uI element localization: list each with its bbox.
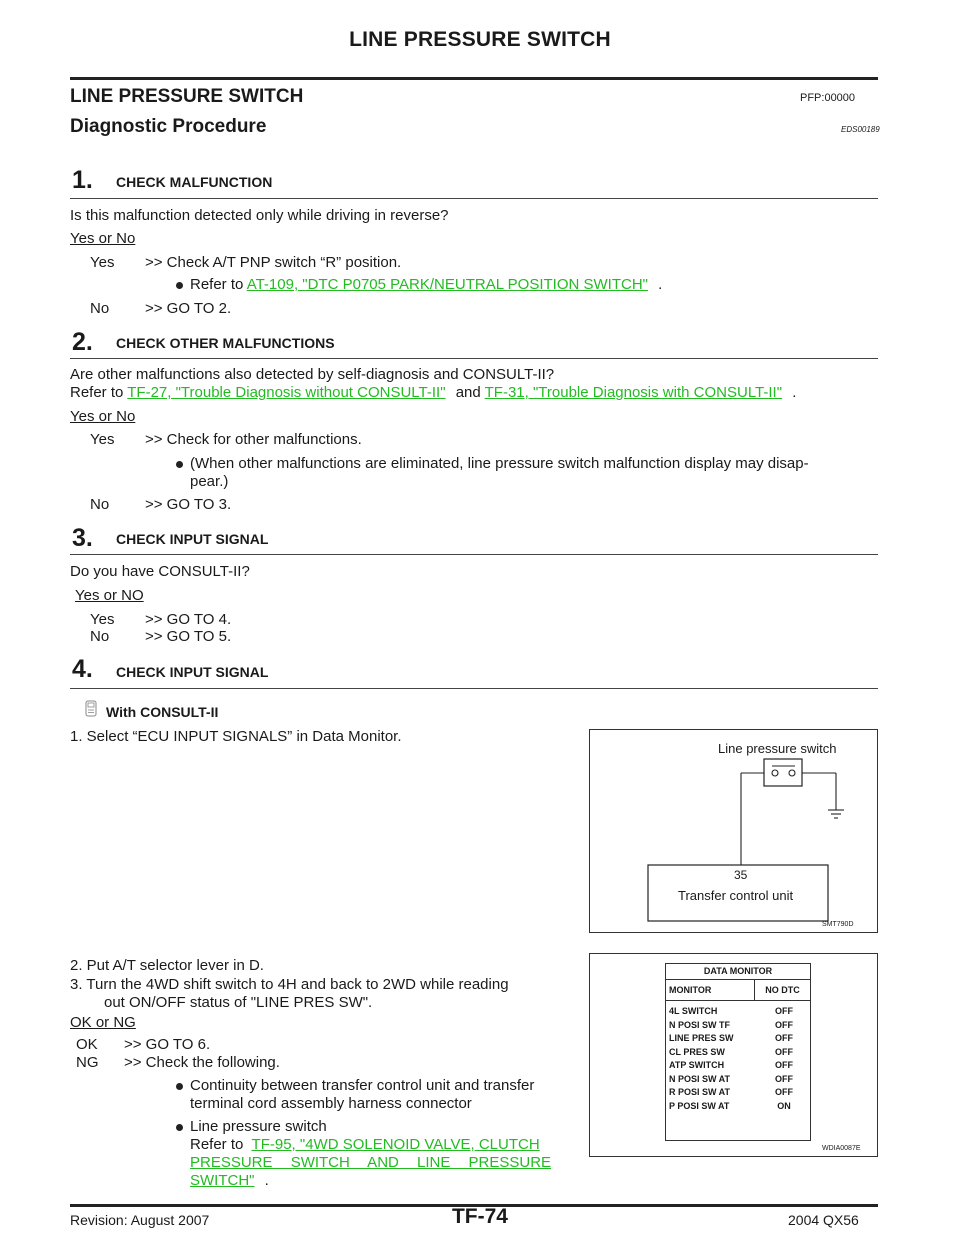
footer-model: 2004 QX56 <box>788 1212 859 1228</box>
monitor-item-name: R POSI SW AT <box>669 1087 731 1097</box>
col-monitor: MONITOR <box>666 980 755 1000</box>
step4-b1b: terminal cord assembly harness connector <box>190 1095 472 1112</box>
refer-and: and <box>455 384 481 401</box>
step1-question: Is this malfunction detected only while driving in reverse? <box>70 207 449 224</box>
monitor-item-value: OFF <box>775 1087 793 1097</box>
step3-question: Do you have CONSULT-II? <box>70 563 250 580</box>
monitor-item-name: N POSI SW TF <box>669 1019 731 1030</box>
step2-number: 2. <box>72 328 93 356</box>
step1-yes-key: Yes <box>90 254 115 271</box>
step3-yes-text: >> GO TO 4. <box>145 611 232 628</box>
step4-ok-text: >> GO TO 6. <box>124 1036 211 1053</box>
data-monitor-row <box>666 1059 810 1073</box>
data-monitor-row <box>666 1100 810 1114</box>
data-monitor-header <box>666 980 810 1001</box>
monitor-item-name: 4L SWITCH <box>669 1006 718 1016</box>
step1-yes-text: >> Check A/T PNP switch “R” position. <box>145 254 402 271</box>
refer-prefix: Refer to <box>70 384 124 401</box>
bullet-icon <box>176 282 183 289</box>
step3-number: 3. <box>72 524 93 552</box>
switch-terminal <box>789 770 795 776</box>
link-tf95-line2[interactable]: PRESSURE SWITCH AND LINE PRESSURE <box>190 1154 552 1171</box>
bullet-icon <box>176 1124 183 1131</box>
step2-bullet-line1: (When other malfunctions are eliminated, line pressure switch malfunction display may disap- <box>190 455 809 472</box>
data-monitor-rows <box>666 1001 810 1113</box>
with-consult-label: With CONSULT-II <box>106 704 219 720</box>
control-unit-label: Transfer control unit <box>678 888 794 903</box>
step1-number: 1. <box>72 166 93 194</box>
data-monitor-row <box>666 1032 810 1046</box>
step3-no-text: >> GO TO 5. <box>145 628 232 645</box>
step2-yes-text: >> Check for other malfunctions. <box>145 431 362 448</box>
monitor-item-value: OFF <box>775 1006 793 1016</box>
figure-circuit-diagram <box>589 729 878 933</box>
monitor-item-value: OFF <box>775 1046 793 1057</box>
step4-rule <box>70 688 878 689</box>
monitor-item-value: OFF <box>775 1060 793 1070</box>
section-subtitle: Diagnostic Procedure <box>70 116 267 137</box>
step1-choice: Yes or No <box>70 230 136 247</box>
refer-prefix: Refer to <box>190 276 244 293</box>
col-nodtc: NO DTC <box>765 985 800 995</box>
step1-refer <box>190 276 662 294</box>
monitor-item-value: OFF <box>775 1033 793 1043</box>
step1-rule <box>70 198 878 199</box>
step4-item1: 1. Select “ECU INPUT SIGNALS” in Data Monitor. <box>70 728 402 745</box>
switch-terminal <box>772 770 778 776</box>
step4-choice: OK or NG <box>70 1014 136 1031</box>
step2-yes-key: Yes <box>90 431 115 448</box>
step4-ng-text: >> Check the following. <box>124 1054 280 1071</box>
step1-no-key: No <box>90 300 110 317</box>
monitor-item-value: ON <box>777 1100 791 1111</box>
step4-item2: 2. Put A/T selector lever in D. <box>70 957 264 974</box>
monitor-item-name: LINE PRES SW <box>669 1033 734 1043</box>
data-monitor-row <box>666 1005 810 1019</box>
step4-b2-refer <box>190 1136 540 1154</box>
step2-title: CHECK OTHER MALFUNCTIONS <box>116 335 335 351</box>
step4-b1a: Continuity between transfer control unit and transfer <box>190 1077 535 1094</box>
monitor-item-name: P POSI SW AT <box>669 1100 730 1111</box>
figure2-code: WDIA0087E <box>822 1145 861 1152</box>
step1-title: CHECK MALFUNCTION <box>116 174 273 190</box>
step2-no-key: No <box>90 496 110 513</box>
step3-rule <box>70 554 878 555</box>
bullet-icon <box>176 461 183 468</box>
refer-suffix: . <box>658 276 663 293</box>
header-rule <box>70 77 878 80</box>
section-title: LINE PRESSURE SWITCH <box>70 86 304 107</box>
step2-rule <box>70 358 878 359</box>
refer-suffix: . <box>264 1172 269 1189</box>
step4-title: CHECK INPUT SIGNAL <box>116 664 269 680</box>
link-tf31[interactable]: TF-31, "Trouble Diagnosis with CONSULT-II" <box>484 384 783 401</box>
step4-item3a: 3. Turn the 4WD shift switch to 4H and back to 2WD while reading <box>70 976 509 993</box>
step2-choice: Yes or No <box>70 408 136 425</box>
monitor-item-name: CL PRES SW <box>669 1046 725 1057</box>
switch-label: Line pressure switch <box>718 741 837 756</box>
step3-title: CHECK INPUT SIGNAL <box>116 531 269 547</box>
footer-revision: Revision: August 2007 <box>70 1212 210 1228</box>
data-monitor-row <box>666 1046 810 1060</box>
monitor-item-name: ATP SWITCH <box>669 1060 725 1070</box>
link-at109[interactable]: AT-109, "DTC P0705 PARK/NEUTRAL POSITION SWITCH" <box>246 276 648 293</box>
figure-data-monitor <box>589 953 878 1157</box>
link-tf95-line3[interactable]: SWITCH" <box>190 1172 255 1189</box>
monitor-item-value: OFF <box>775 1073 793 1084</box>
refer-suffix: . <box>792 384 797 401</box>
data-monitor-row <box>666 1086 810 1100</box>
step2-refer <box>70 384 796 402</box>
switch-body <box>764 759 802 786</box>
page-header-title: LINE PRESSURE SWITCH <box>349 28 611 51</box>
eds-code: EDS00189 <box>841 125 880 134</box>
step4-item3b: out ON/OFF status of "LINE PRES SW". <box>104 994 373 1011</box>
step4-b2-end <box>190 1172 269 1190</box>
step2-bullet-line2: pear.) <box>190 473 229 490</box>
data-monitor-screen <box>665 963 811 1141</box>
step2-no-text: >> GO TO 3. <box>145 496 232 513</box>
figure1-code: SMT790D <box>822 921 854 928</box>
pfp-code: PFP:00000 <box>800 92 856 104</box>
step4-b2a: Line pressure switch <box>190 1118 327 1135</box>
data-monitor-title: DATA MONITOR <box>666 964 810 980</box>
step4-ok-key: OK <box>76 1036 98 1053</box>
bullet-icon <box>176 1083 183 1090</box>
data-monitor-row <box>666 1073 810 1087</box>
footer-page-number: TF-74 <box>451 1205 508 1228</box>
step4-number: 4. <box>72 655 93 683</box>
step3-choice: Yes or NO <box>75 587 144 604</box>
link-tf27[interactable]: TF-27, "Trouble Diagnosis without CONSULT-II" <box>127 384 446 401</box>
step3-no-key: No <box>90 628 110 645</box>
step2-line1: Are other malfunctions also detected by self-diagnosis and CONSULT-II? <box>70 366 555 383</box>
data-monitor-row <box>666 1019 810 1033</box>
consult-tool-icon <box>82 700 100 718</box>
pin-number: 35 <box>734 868 748 882</box>
step4-ng-key: NG <box>76 1054 99 1071</box>
step3-yes-key: Yes <box>90 611 115 628</box>
monitor-item-value: OFF <box>775 1019 793 1030</box>
monitor-item-name: N POSI SW AT <box>669 1073 731 1084</box>
step1-no-text: >> GO TO 2. <box>145 300 232 317</box>
refer-prefix: Refer to <box>190 1136 244 1153</box>
link-tf95-line1[interactable]: TF-95, "4WD SOLENOID VALVE, CLUTCH <box>251 1136 540 1153</box>
